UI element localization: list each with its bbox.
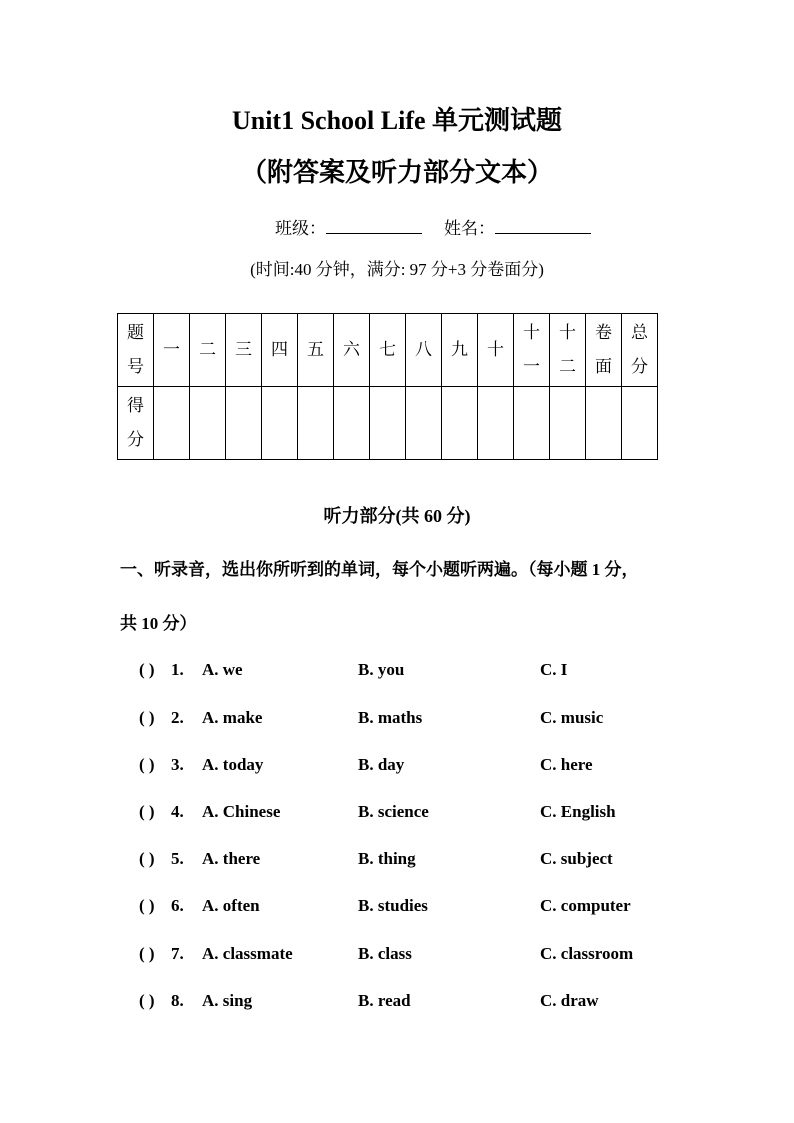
option-a: A. sing <box>202 991 253 1010</box>
question-number: 1. <box>171 660 184 679</box>
option-a: A. often <box>202 896 260 915</box>
score-cell[interactable] <box>514 387 550 460</box>
header-label-char: 号 <box>127 357 144 376</box>
option-c: C. English <box>540 802 616 821</box>
column-header-cell: 二 <box>190 314 226 387</box>
instruction-line: 共 10 分） <box>120 614 197 633</box>
time-info: (时间:40 分钟，满分: 97 分+3 分卷面分) <box>250 260 544 279</box>
option-b: B. maths <box>358 708 423 727</box>
answer-bracket[interactable]: ( ) <box>139 896 155 915</box>
name-blank[interactable] <box>495 217 591 234</box>
option-c: C. subject <box>540 849 613 868</box>
score-cell[interactable] <box>622 387 658 460</box>
question-number: 6. <box>171 896 184 915</box>
question-row <box>139 991 739 1015</box>
section-title: 听力部分(共 60 分) <box>323 506 471 526</box>
instruction-line: 一、听录音，选出你所听到的单词，每个小题听两遍。（每小题 1 分， <box>120 560 639 579</box>
score-cell[interactable] <box>334 387 370 460</box>
column-header-cell: 一 <box>154 314 190 387</box>
question-number: 7. <box>171 944 184 963</box>
student-info <box>275 214 591 239</box>
option-b: B. you <box>358 660 405 679</box>
question-number: 2. <box>171 708 184 727</box>
class-blank[interactable] <box>326 217 422 234</box>
name-label: 姓名： <box>444 219 495 238</box>
answer-bracket[interactable]: ( ) <box>139 708 155 727</box>
option-b: B. class <box>358 944 412 963</box>
option-a: A. classmate <box>202 944 293 963</box>
column-header-cell: 七 <box>370 314 406 387</box>
column-header-cell: 卷 面 <box>586 314 622 387</box>
option-b: B. day <box>358 755 405 774</box>
answer-bracket[interactable]: ( ) <box>139 802 155 821</box>
option-c: C. computer <box>540 896 631 915</box>
question-row <box>139 755 739 779</box>
question-row <box>139 708 739 732</box>
score-label-cell <box>118 387 154 460</box>
column-header-cell: 十 一 <box>514 314 550 387</box>
question-row <box>139 849 739 873</box>
score-cell[interactable] <box>442 387 478 460</box>
column-header-cell: 九 <box>442 314 478 387</box>
column-header-cell: 三 <box>226 314 262 387</box>
question-row <box>139 802 739 826</box>
option-c: C. draw <box>540 991 599 1010</box>
score-cell[interactable] <box>478 387 514 460</box>
score-cell[interactable] <box>298 387 334 460</box>
header-label-cell <box>118 314 154 387</box>
header-label-char: 题 <box>127 323 144 342</box>
option-b: B. studies <box>358 896 428 915</box>
question-number: 5. <box>171 849 184 868</box>
question-row <box>139 944 739 968</box>
score-cell[interactable] <box>154 387 190 460</box>
option-c: C. classroom <box>540 944 634 963</box>
page-subtitle: （附答案及听力部分文本） <box>240 158 553 187</box>
score-table <box>117 313 658 460</box>
question-number: 8. <box>171 991 184 1010</box>
score-cell[interactable] <box>586 387 622 460</box>
answer-bracket[interactable]: ( ) <box>139 660 155 679</box>
score-cell[interactable] <box>406 387 442 460</box>
column-header-cell: 六 <box>334 314 370 387</box>
score-label-char: 分 <box>127 430 144 449</box>
option-b: B. thing <box>358 849 416 868</box>
option-b: B. science <box>358 802 429 821</box>
option-c: C. music <box>540 708 604 727</box>
question-number: 3. <box>171 755 184 774</box>
question-row <box>139 660 739 684</box>
column-header-cell: 五 <box>298 314 334 387</box>
column-header-cell: 八 <box>406 314 442 387</box>
option-a: A. Chinese <box>202 802 281 821</box>
option-a: A. we <box>202 660 243 679</box>
score-cell[interactable] <box>550 387 586 460</box>
column-header-cell: 十 二 <box>550 314 586 387</box>
option-c: C. here <box>540 755 593 774</box>
option-c: C. I <box>540 660 568 679</box>
answer-bracket[interactable]: ( ) <box>139 991 155 1010</box>
answer-bracket[interactable]: ( ) <box>139 944 155 963</box>
column-header-cell: 四 <box>262 314 298 387</box>
score-label-char: 得 <box>127 396 144 415</box>
option-a: A. make <box>202 708 263 727</box>
column-header-cell: 十 <box>478 314 514 387</box>
question-number: 4. <box>171 802 184 821</box>
answer-bracket[interactable]: ( ) <box>139 755 155 774</box>
option-a: A. there <box>202 849 261 868</box>
score-cell[interactable] <box>262 387 298 460</box>
question-row <box>139 896 739 920</box>
class-label: 班级： <box>275 219 326 238</box>
column-header-cell: 总 分 <box>622 314 658 387</box>
score-table-header-row <box>118 314 658 387</box>
option-b: B. read <box>358 991 411 1010</box>
score-cell[interactable] <box>226 387 262 460</box>
score-cell[interactable] <box>370 387 406 460</box>
answer-bracket[interactable]: ( ) <box>139 849 155 868</box>
score-cell[interactable] <box>190 387 226 460</box>
page-title: Unit1 School Life 单元测试题 <box>231 106 563 135</box>
score-table-score-row <box>118 387 658 460</box>
option-a: A. today <box>202 755 264 774</box>
